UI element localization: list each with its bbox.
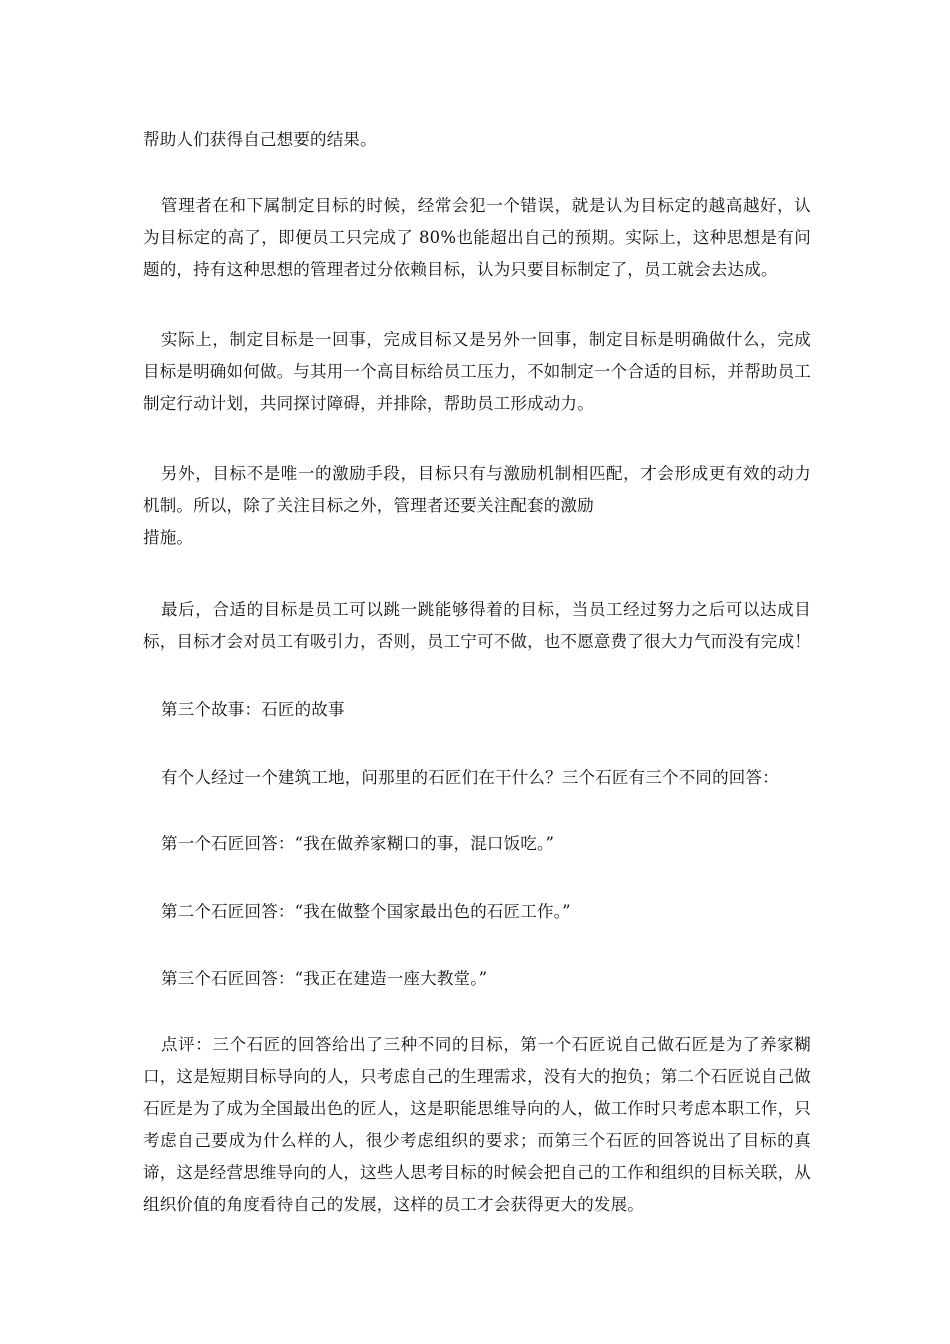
paragraph-result-ending: 帮助人们获得自己想要的结果。 [143, 130, 377, 149]
paragraph-setting-vs-completing: 实际上，制定目标是一回事，完成目标又是另外一回事，制定目标是明确做什么，完成目标是明确如何做。与其用一个高目标给员工压力，不如制定一个合适的目标，并帮助员工制定行动计划，共同探讨障碍，并排除，帮助员工形成动力。 [143, 330, 811, 413]
paragraph-commentary: 点评：三个石匠的回答给出了三种不同的目标，第一个石匠说自己做石匠是为了养家糊口，这是短期目标导向的人，只考虑自己的生理需求，没有大的抱负；第二个石匠说自己做石匠是为了成为全国最出色的匠人，这是职能思维导向的人，做工作时只考虑本职工作，只考虑自己要成为什么样的人，很少考虑组织的要求；而第三个石匠的回答说出了目标的真谛，这是经营思维导向的人，这些人思考目标的时候会把自己的工作和组织的目标关联，从组织价值的角度看待自己的发展，这样的员工才会获得更大的发展。 [143, 1035, 811, 1214]
paragraph-incentive-line-2: 措施。 [143, 528, 194, 547]
paragraph-goal-setting-mistake: 管理者在和下属制定目标的时候，经常会犯一个错误，就是认为目标定的越高越好，认为目标定的高了，即便员工只完成了 80%也能超出自己的预期。实际上，这种思想是有问题的，持有这种思想的管理者过分依赖目标，认为只要目标制定了，员工就会去达成。 [143, 196, 811, 279]
paragraph-story-intro: 有个人经过一个建筑工地，问那里的石匠们在干什么？三个石匠有三个不同的回答： [161, 768, 779, 787]
paragraph-first-mason: 第一个石匠回答：“我在做养家糊口的事，混口饭吃。” [161, 834, 555, 853]
paragraph-third-mason: 第三个石匠回答：“我正在建造一座大教堂。” [161, 969, 488, 988]
paragraph-incentive-mechanism [143, 458, 811, 554]
paragraph-appropriate-goal: 最后，合适的目标是员工可以跳一跳能够得着的目标，当员工经过努力之后可以达成目标，目标才会对员工有吸引力，否则，员工宁可不做，也不愿意费了很大力气而没有完成！ [143, 600, 811, 651]
paragraph-incentive-line-1: 另外，目标不是唯一的激励手段，目标只有与激励机制相匹配，才会形成更有效的动力机制。所以，除了关注目标之外，管理者还要关注配套的激励 [143, 464, 811, 515]
paragraph-second-mason: 第二个石匠回答：“我在做整个国家最出色的石匠工作。” [161, 902, 571, 921]
story-heading: 第三个故事：石匠的故事 [161, 700, 345, 719]
